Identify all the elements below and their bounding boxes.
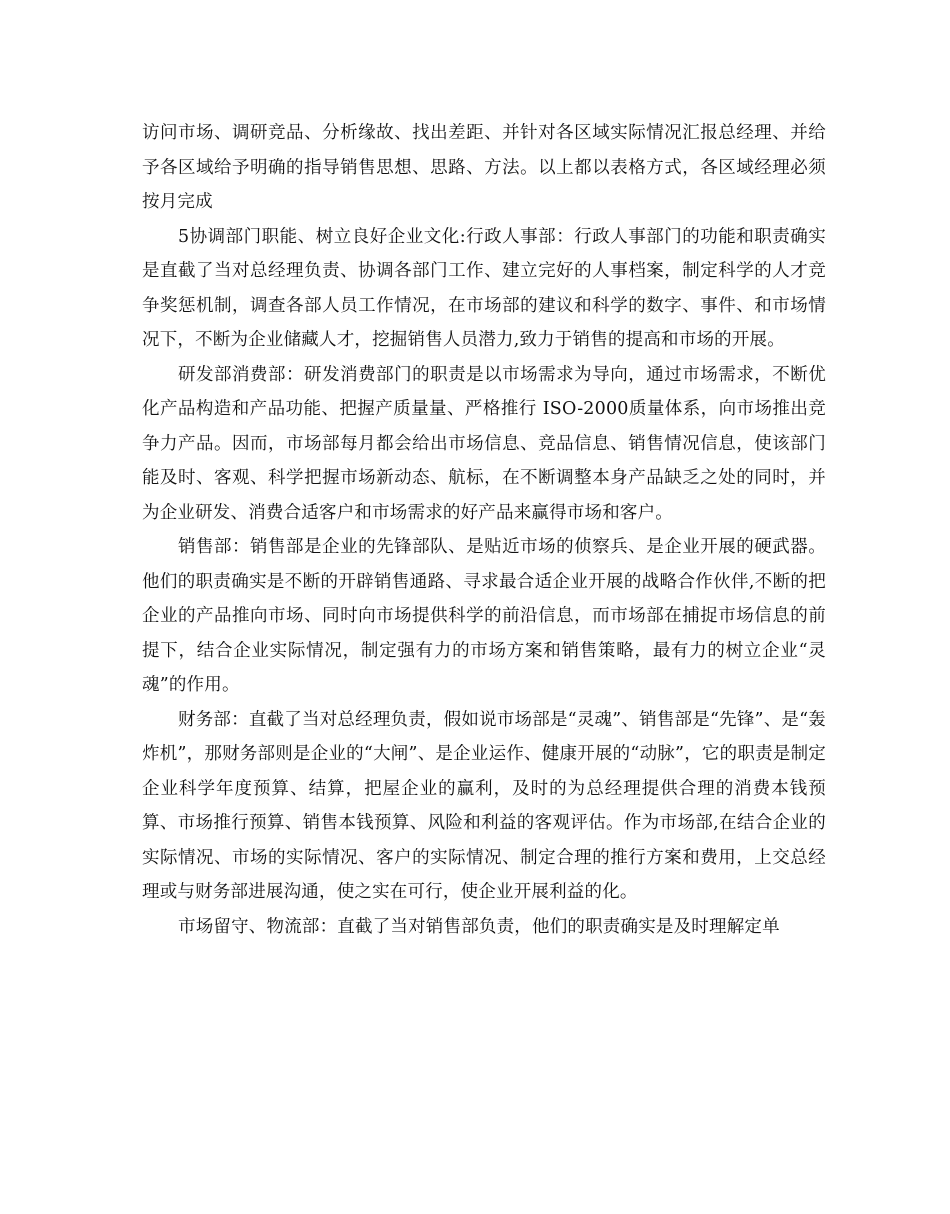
paragraph-hr-department: 5协调部门职能、树立良好企业文化:行政人事部：行政人事部门的功能和职责确实是直截了当对总经理负责、协调各部门工作、建立完好的人事档案，制定科学的人才竞争奖惩机制，调查各部人员工作情况，在市场部的建议和科学的数字、事件、和市场情况下，不断为企业储藏人才，挖掘销售人员潜力,致力于销售的提高和市场的开展。: [142, 226, 826, 350]
paragraph-logistics-department: 市场留守、物流部：直截了当对销售部负责，他们的职责确实是及时理解定单: [178, 916, 780, 937]
paragraph-market-visit: 访问市场、调研竞品、分析缘故、找出差距、并针对各区域实际情况汇报总经理、并给予各区域给予明确的指导销售思想、思路、方法。以上都以表格方式，各区域经理必须按月完成: [142, 123, 826, 212]
body-text: [142, 116, 826, 944]
paragraph-sales-department: 销售部：销售部是企业的先锋部队、是贴近市场的侦察兵、是企业开展的硬武器。他们的职责确实是不断的开辟销售通路、寻求最合适企业开展的战略合作伙伴,不断的把企业的产品推向市场、同时向市场提供科学的前沿信息，而市场部在捕捉市场信息的前提下，结合企业实际情况，制定强有力的市场方案和销售策略，最有力的树立企业“灵魂”的作用。: [142, 537, 826, 695]
paragraph-rd-department: 研发部消费部：研发消费部门的职责是以市场需求为导向，通过市场需求，不断优化产品构造和产品功能、把握产质量量、严格推行 ISO-2000质量体系，向市场推出竞争力产品。因而，市场部每月都会给出市场信息、竞品信息、销售情况信息，使该部门能及时、客观、科学把握市场新动态、航标，在不断调整本身产品缺乏之处的同时，并为企业研发、消费合适客户和市场需求的好产品来赢得市场和客户。: [142, 364, 826, 523]
paragraph-finance-department: 财务部：直截了当对总经理负责，假如说市场部是“灵魂”、销售部是“先锋”、是“轰炸机”，那财务部则是企业的“大闸”、是企业运作、健康开展的“动脉”，它的职责是制定企业科学年度预算、结算，把屋企业的赢利，及时的为总经理提供合理的消费本钱预算、市场推行预算、销售本钱预算、风险和利益的客观评估。作为市场部,在结合企业的实际情况、市场的实际情况、客户的实际情况、制定合理的推行方案和费用，上交总经理或与财务部进展沟通，使之实在可行，使企业开展利益的化。: [142, 709, 826, 902]
